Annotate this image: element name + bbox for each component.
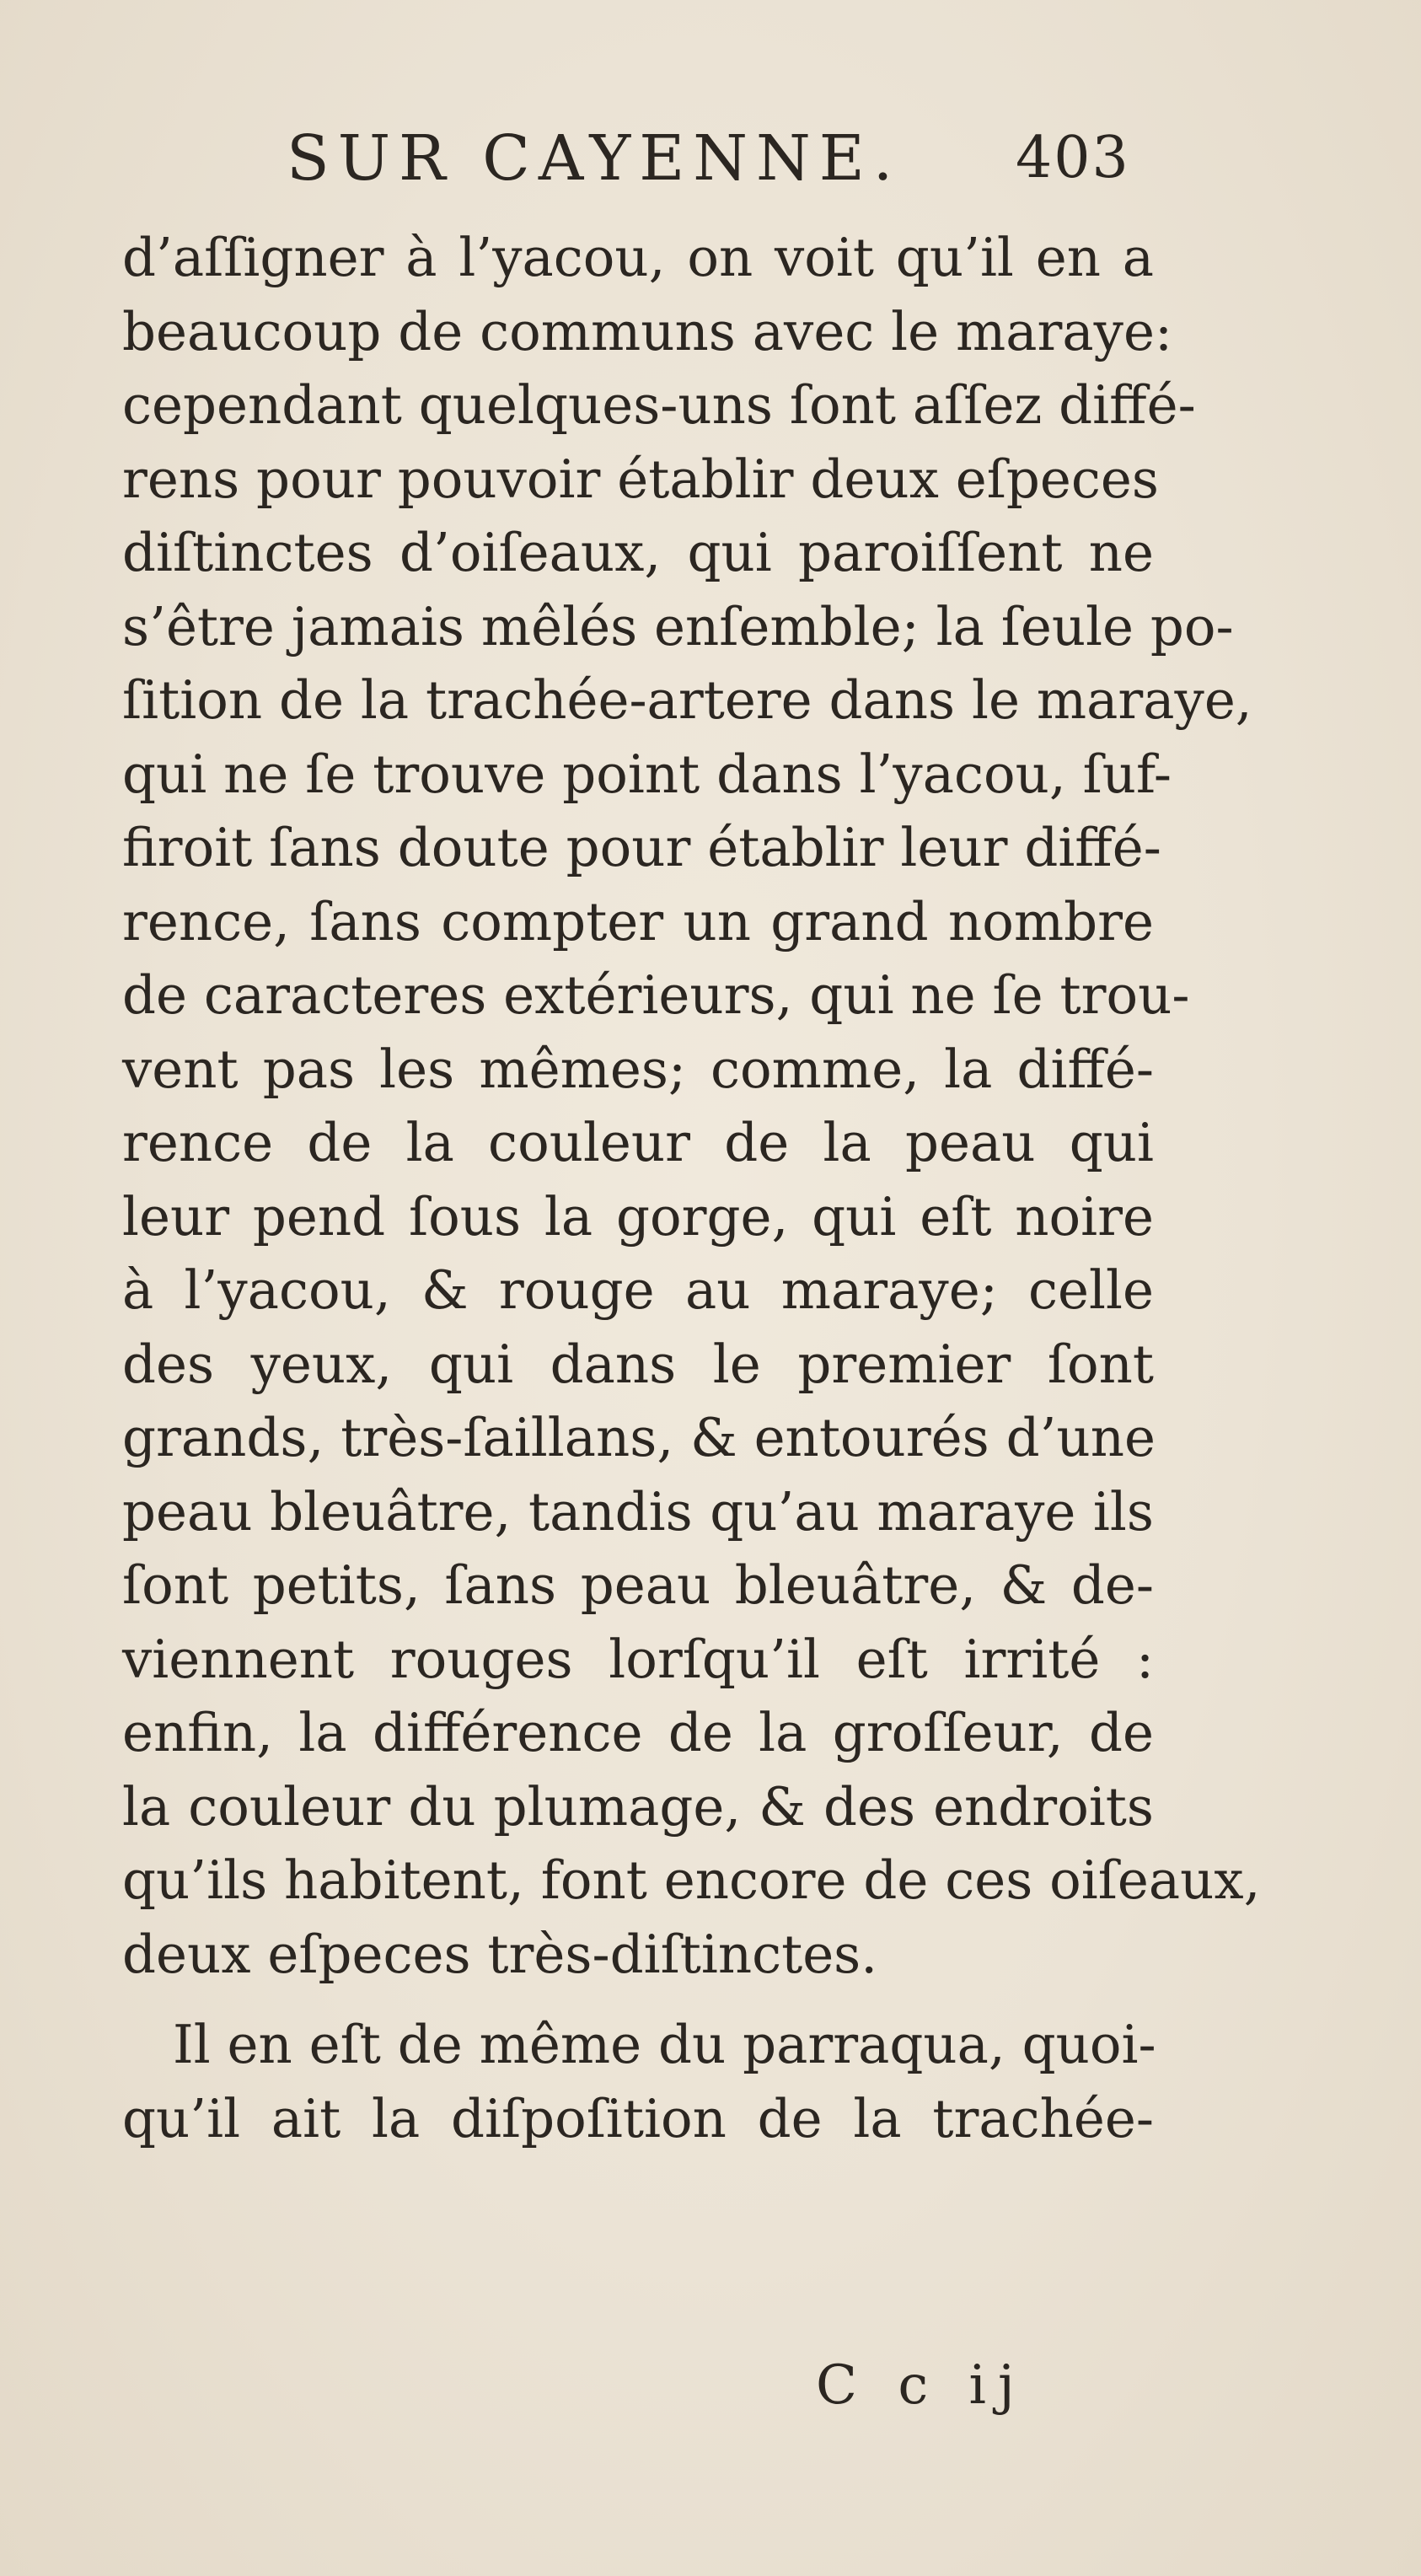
text-line: d’aſſigner à l’yacou, on voit qu’il en a	[122, 227, 1154, 288]
text-line: s’être jamais mêlés enſemble; la ſeule po-	[122, 595, 1234, 657]
text-line: qui ne ſe trouve point dans l’yacou, ſuf-	[122, 743, 1172, 805]
text-line: leur pend ſous la gorge, qui eſt noire	[122, 1185, 1154, 1248]
text-line: rence de la couleur de la peau qui	[122, 1112, 1154, 1173]
text-line: qu’il ait la diſpoſition de la trachée-	[122, 2087, 1154, 2149]
page-number: 403	[1016, 125, 1130, 191]
text-line: cependant quelques-uns ſont aſſez diffé-	[122, 374, 1196, 436]
text-line: rens pour pouvoir établir deux eſpeces	[122, 448, 1159, 510]
text-line: de caracteres extérieurs, qui ne ſe trou-	[122, 964, 1190, 1026]
text-line: viennent rouges lorſqu’il eſt irrité :	[122, 1628, 1154, 1690]
text-line: ſont petits, ſans peau bleuâtre, & de-	[122, 1554, 1154, 1616]
text-line: firoit ſans doute pour établir leur diffé-	[122, 817, 1161, 878]
text-line: qu’ils habitent, font encore de ces oiſeaux,	[122, 1849, 1261, 1911]
paragraph-1	[122, 221, 1261, 1991]
text-line: deux eſpeces très-diſtinctes.	[122, 1923, 878, 1985]
text-line: peau bleuâtre, tandis qu’au maraye ils	[122, 1480, 1154, 1543]
running-title: SUR CAYENNE.	[287, 122, 902, 195]
text-line: Il en eſt de même du parraqua, quoi-	[173, 2014, 1156, 2075]
text-line: à l’yacou, & rouge au maraye; celle	[122, 1259, 1154, 1321]
paragraph-gap	[122, 1991, 1154, 2008]
text-line: rence, ſans compter un grand nombre	[122, 890, 1154, 953]
text-line: la couleur du plumage, & des endroits	[122, 1775, 1154, 1838]
text-line: diſtinctes d’oiſeaux, qui paroiſſent ne	[122, 522, 1154, 583]
running-head	[0, 122, 1421, 195]
text-line: vent pas les mêmes; comme, la diffé-	[122, 1038, 1154, 1100]
text-line: enfin, la différence de la groſſeur, de	[122, 1702, 1154, 1763]
body-text	[122, 221, 1261, 2155]
signature-mark: C c ij	[816, 2354, 1027, 2417]
text-line: beaucoup de communs avec le maraye:	[122, 300, 1173, 362]
text-line: grands, très-ſaillans, & entourés d’une	[122, 1407, 1156, 1468]
paragraph-2	[122, 2008, 1154, 2155]
text-line: des yeux, qui dans le premier ſont	[122, 1333, 1154, 1395]
text-line: ſition de la trachée-artere dans le maraye,	[122, 669, 1252, 731]
